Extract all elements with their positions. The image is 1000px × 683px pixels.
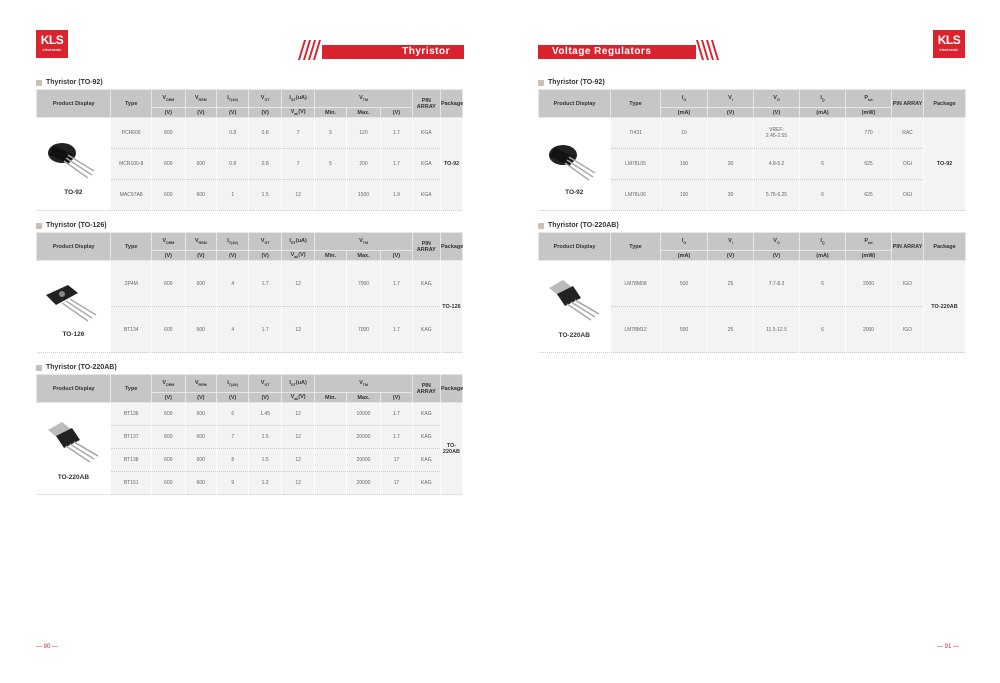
table-row: LM78L05 100 30 4.8-5.2 6 625 OGI [539, 149, 966, 180]
table-row: LM78M12 500 25 11.5-12.5 6 2000 IGO [539, 307, 966, 353]
section-marker [36, 223, 42, 229]
package-cell: TO-92 [440, 118, 462, 211]
kls-logo: KLS electronic [36, 30, 68, 58]
section-title: Thyristor (TO-92) [36, 79, 103, 86]
spec-table-to92 [36, 89, 463, 211]
product-display-cell [539, 261, 611, 353]
package-cell: TO-126 [440, 261, 462, 353]
section-title: Thyristor (TO-220AB) [36, 364, 117, 371]
table-row: TO-220AB LM78M08 500 25 7.7-8.3 6 2000 IGO TO-220AB [539, 261, 966, 307]
unit-row: (V) (V) (V) (V) $V_{ak}(V)$ Min. Max. (V) [37, 108, 463, 118]
right-page [500, 0, 1000, 683]
banner-stripes-decoration [690, 40, 720, 60]
unit-row: (V) (V) (V) (V) $V_{ak}(V)$ Min. Max. (V) [37, 251, 463, 261]
page-number: — 91 — [937, 644, 960, 650]
to220ab-regulator-image [539, 274, 609, 326]
device-caption: TO-126 [62, 331, 85, 338]
table-row: TO-126 2P4M 600 600 4 1.7 12 7000 1.7 KAG TO-126 [37, 261, 463, 307]
regulator-table-to92 [538, 89, 966, 211]
table-row: MCR100-8 600 600 0.8 0.8 7 5 200 1.7 KGA [37, 149, 463, 180]
kls-logo: KLS electronic [933, 30, 965, 58]
section-title: Thyristor (TO-220AB) [538, 222, 619, 229]
header-row: Product Display Type $V_{DRM}$ $V_{RRM}$ $I_{T(AV)}$ $V_{GT}$ $I_{GT}(uA)$ $V_{TM}$ PIN ARRAY Package [37, 233, 463, 251]
section-banner [322, 45, 464, 59]
product-display-cell [37, 261, 111, 353]
table-row: BT137 600 600 7 1.5 12 20000 1.7 KAG [37, 426, 463, 449]
spec-table-to220ab [36, 374, 463, 495]
spec-table-to126 [36, 232, 463, 353]
header-row: Product Display Type $I_O$ $V_I$ $V_O$ $I_Q$ $P_{tot}$ PIN ARRAY Package [539, 233, 966, 251]
section-title: Thyristor (TO-92) [538, 79, 605, 86]
table-row: BT134 600 600 4 1.7 12 7000 1.7 KAG [37, 307, 463, 353]
section-banner [538, 45, 696, 59]
section-title: Thyristor (TO-126) [36, 222, 107, 229]
table-row: TO-92 TI431 10 VREF: 2.45-2.55 770 RAC TO-92 [539, 118, 966, 149]
package-cell: TO-92 [924, 118, 966, 211]
table-row: LM78L06 100 30 5.75-6.25 6 625 OGI [539, 180, 966, 211]
device-caption: TO-92 [565, 188, 584, 196]
table-row: BT138 600 600 8 1.5 12 20000 17 KAG [37, 449, 463, 472]
table-row: BT151 600 600 9 1.2 12 20000 17 KAG [37, 472, 463, 495]
table-row: TO-220AB BT136 600 600 6 1.45 12 10000 1.7 KAG TO-220AB [37, 403, 463, 426]
package-cell: TO-220AB [924, 261, 966, 353]
unit-row: (V) (V) (V) (V) $V_{ak}(V)$ Min. Max. (V) [37, 393, 463, 403]
section-marker [538, 223, 544, 229]
header-row: Product Display Type $V_{DRM}$ $V_{RRM}$ $I_{T(AV)}$ $V_{GT}$ $I_{GT}(uA)$ $V_{TM}$ PIN ARRAY Package [37, 90, 463, 108]
unit-row: (mA) (V) (V) (mA) (mW) [539, 251, 966, 261]
table-row: TO-92 PCR606 600 0.8 0.8 7 5 120 1.7 KGA TO-92 [37, 118, 463, 149]
package-cell: TO-220AB [440, 403, 462, 495]
section-marker [36, 365, 42, 371]
device-caption: TO-220AB [558, 332, 590, 339]
banner-title: Thyristor [402, 46, 450, 57]
section-marker [538, 80, 544, 86]
unit-row: (mA) (V) (V) (mA) (mW) [539, 108, 966, 118]
device-caption: TO-92 [64, 188, 83, 196]
to92-regulator-image [539, 133, 609, 183]
to126-transistor-image [38, 275, 108, 325]
product-display-cell [539, 118, 611, 211]
to92-transistor-image [38, 133, 108, 183]
header-row: Product Display Type $V_{DRM}$ $V_{RRM}$ $I_{T(AV)}$ $V_{GT}$ $I_{GT}(uA)$ $V_{TM}$ PIN ARRAY Package [37, 375, 463, 393]
section-marker [36, 80, 42, 86]
banner-title: Voltage Regulators [552, 46, 652, 57]
header-row: Product Display Type $I_O$ $V_I$ $V_O$ $I_Q$ $P_{tot}$ PIN ARRAY Package [539, 90, 966, 108]
table-row: MAC97A8 600 600 1 1.5 12 1500 1.9 KGA [37, 180, 463, 211]
page-number: — 90 — [36, 644, 59, 650]
device-caption: TO-220AB [57, 474, 90, 481]
product-display-cell [37, 118, 111, 211]
product-display-cell [37, 403, 111, 495]
to220ab-transistor-image [38, 416, 108, 468]
regulator-table-to220ab [538, 232, 966, 353]
